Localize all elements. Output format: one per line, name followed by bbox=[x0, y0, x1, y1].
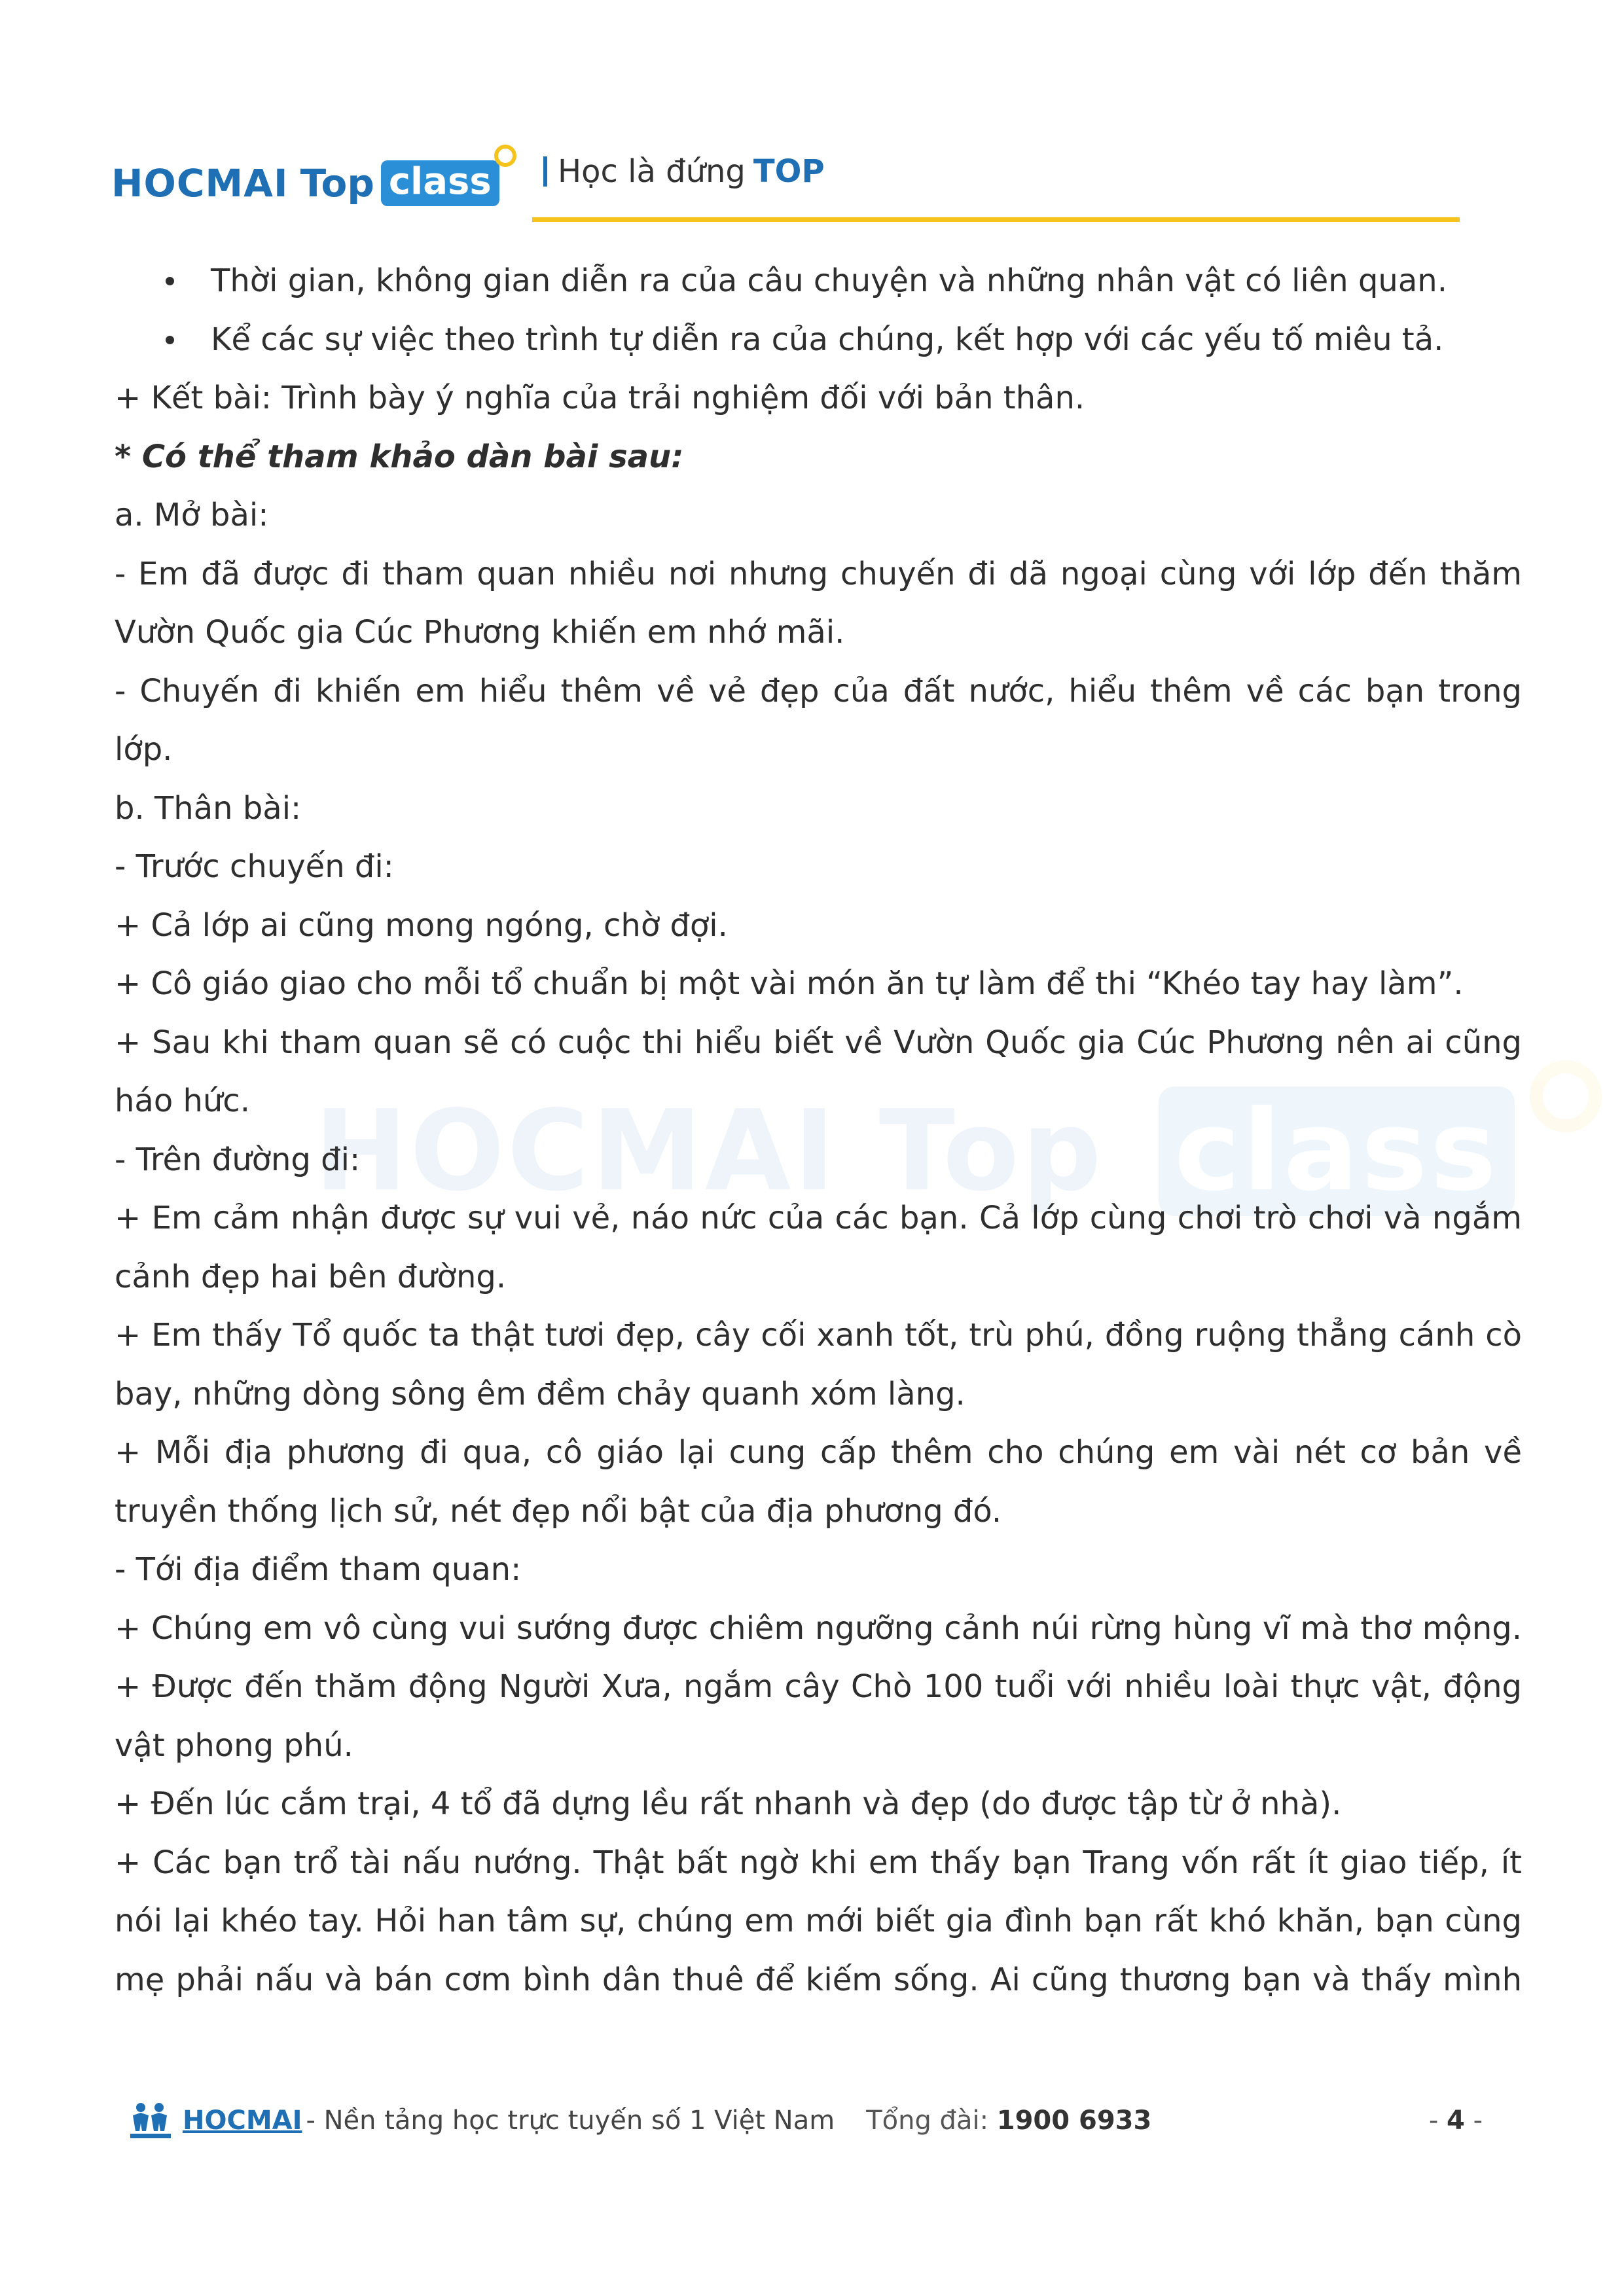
paragraph-line: mẹ phải nấu và bán cơm bình dân thuê để kiếm sống. Ai cũng thương bạn và thấy mình bbox=[115, 1961, 1522, 1998]
watermark-brand: HOCMAI bbox=[314, 1086, 838, 1216]
paragraph-line: nói lại khéo tay. Hỏi han tâm sự, chúng em mới biết gia đình bạn rất khó khăn, bạn cùng bbox=[115, 1903, 1522, 1939]
paragraph-line: lớp. bbox=[115, 731, 173, 768]
footer-hotline bbox=[866, 2106, 1151, 2136]
logo-class bbox=[381, 160, 499, 206]
paragraph-line: + Cả lớp ai cũng mong ngóng, chờ đợi. bbox=[115, 906, 728, 944]
paragraph-line: vật phong phú. bbox=[115, 1727, 353, 1764]
page-prefix: - bbox=[1428, 2106, 1439, 2136]
paragraph-line: + Em cảm nhận được sự vui vẻ, náo nức của các bạn. Cả lớp cùng chơi trò chơi và ngắm bbox=[115, 1200, 1522, 1236]
paragraph-line: - Tới địa điểm tham quan: bbox=[115, 1551, 522, 1588]
list-item: Kể các sự việc theo trình tự diễn ra của chúng, kết hợp với các yếu tố miêu tả. bbox=[115, 311, 1522, 370]
hocmai-topclass-logo bbox=[111, 151, 499, 216]
paragraph-line: - Chuyến đi khiến em hiểu thêm về vẻ đẹp của đất nước, hiểu thêm về các bạn trong bbox=[115, 672, 1522, 709]
tagline-text: Học là đứng bbox=[558, 153, 746, 190]
hotline-label: Tổng đài: bbox=[866, 2106, 989, 2136]
paragraph-line: - Trên đường đi: bbox=[115, 1141, 361, 1178]
tagline-divider bbox=[543, 156, 547, 187]
watermark-class: class bbox=[1159, 1086, 1515, 1216]
tagline-highlight: TOP bbox=[753, 153, 825, 190]
logo-class-text: class bbox=[388, 160, 492, 203]
paragraph-line: a. Mở bài: bbox=[115, 497, 269, 533]
paragraph-line: + Sau khi tham quan sẽ có cuộc thi hiểu biết về Vườn Quốc gia Cúc Phương nên ai cũng bbox=[115, 1024, 1522, 1061]
page-footer bbox=[128, 2098, 1502, 2144]
hocmai-people-icon bbox=[128, 2101, 173, 2140]
paragraph-line: + Được đến thăm động Người Xưa, ngắm cây Chò 100 tuổi với nhiều loài thực vật, động bbox=[115, 1668, 1522, 1705]
watermark-top: Top bbox=[878, 1086, 1104, 1216]
paragraph-line: + Chúng em vô cùng vui sướng được chiêm ngưỡng cảnh núi rừng hùng vĩ mà thơ mộng. bbox=[115, 1609, 1522, 1647]
section-heading: * Có thể tham khảo dàn bài sau: bbox=[115, 438, 684, 475]
paragraph-line: - Em đã được đi tham quan nhiều nơi nhưng chuyến đi dã ngoại cùng với lớp đến thăm bbox=[115, 555, 1522, 592]
page-header bbox=[111, 137, 1460, 229]
paragraph-line: + Các bạn trổ tài nấu nướng. Thật bất ngờ khi em thấy bạn Trang vốn rất ít giao tiếp, ít bbox=[115, 1844, 1522, 1881]
paragraph-line: cảnh đẹp hai bên đường. bbox=[115, 1258, 507, 1295]
logo-top: Top bbox=[300, 161, 374, 206]
footer-brand-link[interactable]: HOCMAI bbox=[183, 2106, 302, 2136]
paragraph-line: b. Thân bài: bbox=[115, 789, 302, 827]
paragraph-line: + Em thấy Tổ quốc ta thật tươi đẹp, cây cối xanh tốt, trù phú, đồng ruộng thẳng cánh cò bbox=[115, 1317, 1522, 1354]
list-item: Thời gian, không gian diễn ra của câu chuyện và những nhân vật có liên quan. bbox=[115, 252, 1522, 311]
paragraph-line: - Trước chuyến đi: bbox=[115, 848, 394, 885]
logo-brand: HOCMAI bbox=[111, 161, 289, 206]
paragraph-line: Vườn Quốc gia Cúc Phương khiến em nhớ mãi. bbox=[115, 614, 845, 651]
header-underline bbox=[532, 217, 1460, 222]
paragraph-line: háo hức. bbox=[115, 1083, 250, 1119]
paragraph-line: + Kết bài: Trình bày ý nghĩa của trải nghiệm đối với bản thân. bbox=[115, 380, 1085, 416]
sun-icon bbox=[494, 145, 516, 167]
footer-slogan: - Nền tảng học trực tuyến số 1 Việt Nam bbox=[306, 2106, 835, 2136]
header-tagline bbox=[543, 153, 825, 190]
page-suffix: - bbox=[1473, 2106, 1483, 2136]
paragraph-line: + Cô giáo giao cho mỗi tổ chuẩn bị một vài món ăn tự làm để thi “Khéo tay hay làm”. bbox=[115, 965, 1464, 1002]
paragraph-line: + Mỗi địa phương đi qua, cô giáo lại cung cấp thêm cho chúng em vài nét cơ bản về bbox=[115, 1434, 1522, 1471]
paragraph-line: + Đến lúc cắm trại, 4 tổ đã dựng lều rất nhanh và đẹp (do được tập từ ở nhà). bbox=[115, 1785, 1342, 1822]
page-number-value: 4 bbox=[1447, 2106, 1465, 2136]
paragraph-line: bay, những dòng sông êm đềm chảy quanh xóm làng. bbox=[115, 1375, 965, 1412]
document-body bbox=[115, 252, 1522, 2009]
page-number bbox=[1429, 2106, 1483, 2136]
watermark-sun-icon bbox=[1530, 1060, 1602, 1132]
hotline-number: 1900 6933 bbox=[996, 2106, 1152, 2136]
paragraph-line: truyền thống lịch sử, nét đẹp nổi bật của địa phương đó. bbox=[115, 1492, 1002, 1530]
